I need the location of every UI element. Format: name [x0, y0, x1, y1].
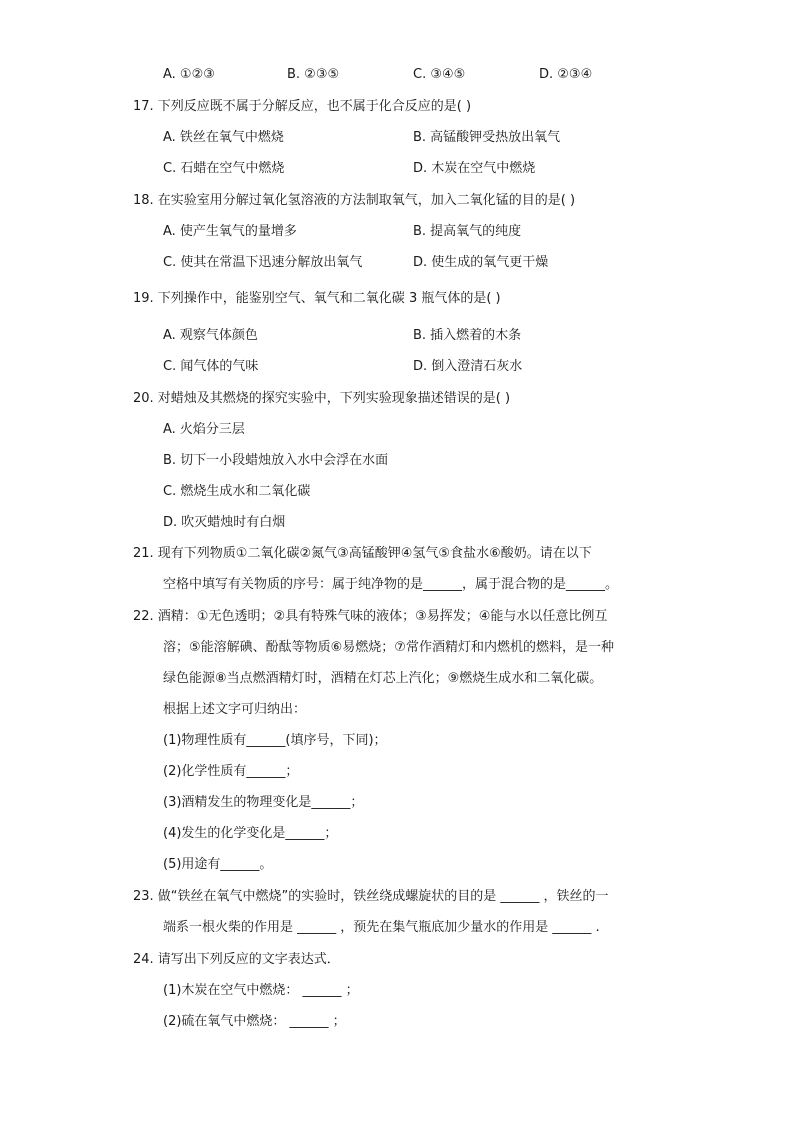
q20-stem: 20. 对蜡烛及其燃烧的探究实验中，下列实验现象描述错误的是( ) [133, 391, 511, 406]
q16-option-d: D. ②③④ [539, 67, 593, 82]
q17-option-d: D. 木炭在空气中燃烧 [413, 161, 536, 176]
q24-sub-2: (2)硫在氧气中燃烧： ______ ； [163, 1014, 346, 1029]
q17-option-c: C. 石蜡在空气中燃烧 [163, 161, 285, 176]
q23-line-2: 端系一根火柴的作用是 ______ ，预先在集气瓶底加少量水的作用是 ______ . [163, 920, 600, 935]
q17-option-a: A. 铁丝在氧气中燃烧 [163, 130, 284, 145]
q19-option-d: D. 倒入澄清石灰水 [413, 359, 523, 374]
q22-line-1: 22. 酒精：①无色透明；②具有特殊气味的液体；③易挥发；④能与水以任意比例互 [133, 609, 608, 624]
q21-line-2: 空格中填写有关物质的序号：属于纯净物的是______，属于混合物的是______。 [163, 577, 619, 592]
q24-sub-1: (1)木炭在空气中燃烧： ______ ； [163, 983, 359, 998]
q19-stem: 19. 下列操作中，能鉴别空气、氧气和二氧化碳 3 瓶气体的是( ) [133, 291, 501, 306]
q18-option-b: B. 提高氧气的纯度 [413, 224, 522, 239]
q22-sub-1: (1)物理性质有______(填序号，下同)； [163, 733, 387, 748]
q22-line-3: 绿色能源⑧当点燃酒精灯时，酒精在灯芯上汽化；⑨燃烧生成水和二氧化碳。 [163, 671, 603, 686]
q21-line-1: 21. 现有下列物质①二氧化碳②氮气③高锰酸钾④氢气⑤食盐水⑥酸奶。请在以下 [133, 546, 592, 561]
q18-option-d: D. 使生成的氧气更干燥 [413, 255, 549, 270]
q22-sub-2: (2)化学性质有______； [163, 764, 299, 779]
q16-option-a: A. ①②③ [163, 67, 215, 82]
q17-stem: 17. 下列反应既不属于分解反应，也不属于化合反应的是( ) [133, 99, 472, 114]
q18-option-a: A. 使产生氧气的量增多 [163, 224, 297, 239]
q22-sub-3: (3)酒精发生的物理变化是______； [163, 795, 364, 810]
q22-sub-5: (5)用途有______。 [163, 857, 273, 872]
q20-option-b: B. 切下一小段蜡烛放入水中会浮在水面 [163, 453, 389, 468]
q18-option-c: C. 使其在常温下迅速分解放出氧气 [163, 255, 363, 270]
q23-line-1: 23. 做“铁丝在氧气中燃烧”的实验时，铁丝绕成螺旋状的目的是 ______ ，铁丝的一 [133, 889, 609, 904]
q17-option-b: B. 高锰酸钾受热放出氧气 [413, 130, 561, 145]
q22-line-2: 溶；⑤能溶解碘、酚酞等物质⑥易燃烧；⑦常作酒精灯和内燃机的燃料，是一种 [163, 640, 614, 655]
q19-option-b: B. 插入燃着的木条 [413, 328, 522, 343]
q18-stem: 18. 在实验室用分解过氧化氢溶液的方法制取氧气，加入二氧化锰的目的是( ) [133, 193, 576, 208]
q19-option-c: C. 闻气体的气味 [163, 359, 259, 374]
q24-stem: 24. 请写出下列反应的文字表达式． [133, 952, 340, 967]
q22-sub-4: (4)发生的化学变化是______； [163, 826, 338, 841]
q19-option-a: A. 观察气体颜色 [163, 328, 258, 343]
q20-option-c: C. 燃烧生成水和二氧化碳 [163, 484, 311, 499]
q16-option-c: C. ③④⑤ [413, 67, 466, 82]
q22-line-4: 根据上述文字可归纳出： [163, 702, 307, 717]
q20-option-d: D. 吹灭蜡烛时有白烟 [163, 515, 286, 530]
q16-option-b: B. ②③⑤ [287, 67, 340, 82]
q20-option-a: A. 火焰分三层 [163, 422, 245, 437]
